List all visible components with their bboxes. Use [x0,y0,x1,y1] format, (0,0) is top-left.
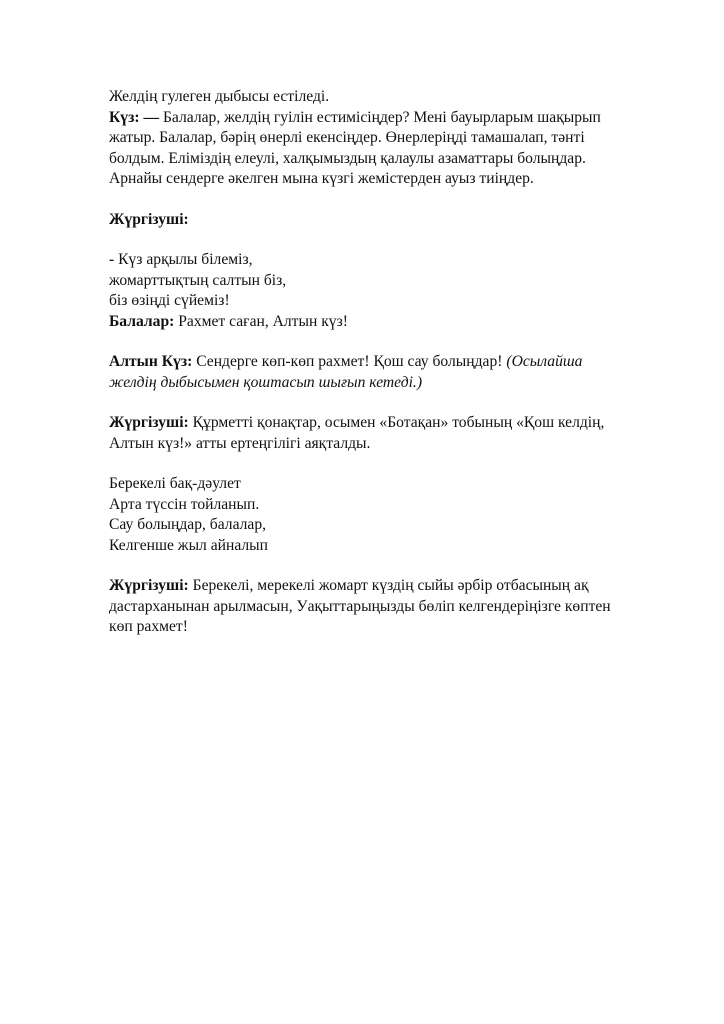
speech-line [109,576,649,597]
speech-line [109,413,649,434]
speaker-label: Алтын Күз: [109,353,193,370]
verse-line: Сау болыңдар, балалар, [109,516,267,533]
speech-line: болдым. Еліміздің елеулі, халқымыздың қалаулы азаматтары болыңдар. [109,149,586,167]
paragraph-host-label [109,210,649,231]
speech-line: көп рахмет! [109,618,188,635]
speech-line [109,312,649,333]
poem-line: біз өзіңді сүйеміз! [109,292,230,309]
verse-line: Берекелі бақ-дәулет [109,475,241,492]
stage-direction: желдің дыбысымен қоштасып шығып кетеді.) [109,373,423,391]
speech-line: дастарханынан арылмасын, Уақыттарыңызды бөліп келгендеріңізге көптен [109,597,611,615]
dash-mark: - [109,251,115,268]
speaker-label: Жүргізуші: [109,577,189,594]
speaker-label: Балалар: [109,312,175,330]
poem-line: жомарттықтың салтын біз, [109,271,287,289]
paragraph-poem-children [109,250,649,332]
verse-line: Арта түссін тойланып. [109,495,260,513]
poem-line [109,250,649,271]
speaker-label: Жүргізуші: [109,210,189,228]
stage-direction: (Осылайша [506,353,583,370]
speech-line [109,352,649,373]
stage-direction-wind: Желдің гулеген дыбысы естіледі. [109,88,330,105]
speech-text: Рахмет саған, Алтын күз! [174,312,348,330]
speech-line: жатыр. Балалар, бәрің өнерлі екенсіңдер. Өнерлеріңді тамашалап, тәнті [109,129,585,146]
speech-line [109,108,649,129]
speech-text: Сендерге көп-көп рахмет! Қош сау болыңдар! [192,353,507,370]
paragraph-golden-autumn [109,352,649,393]
paragraph-verse [109,474,649,556]
paragraph-autumn-speech [109,87,649,190]
speech-text: Құрметті қонақтар, осымен «Ботақан» тобының «Қош келдің, [188,414,605,431]
speaker-label: Жүргізуші: [109,414,189,431]
speech-line: Алтын күз!» атты ертеңгілігі аяқталды. [109,434,371,452]
verse-line: Келгенше жыл айналып [109,536,268,554]
speaker-label: Күз: — [109,108,160,126]
speech-text: Берекелі, мерекелі жомарт күздің сыйы әрбір отбасының ақ [188,577,589,594]
paragraph-host-closing [109,413,649,454]
paragraph-final-thanks [109,576,649,638]
speech-line: Арнайы сендерге әкелген мына күзгі жемістерден ауыз тиіңдер. [109,170,534,187]
document-body [109,87,649,658]
speech-text: Балалар, желдің гуілін естимісіңдер? Мені бауырларым шақырып [159,108,601,126]
poem-text: Күз арқылы білеміз, [114,251,253,268]
